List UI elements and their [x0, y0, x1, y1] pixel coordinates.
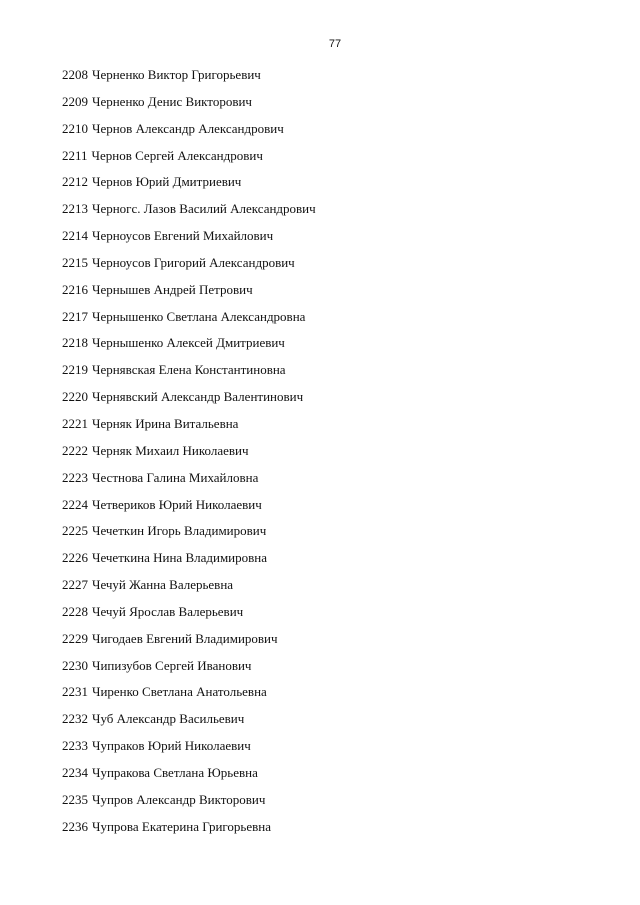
entry-number: 2222 — [62, 442, 88, 458]
entry-number: 2213 — [62, 201, 88, 217]
entry-number: 2215 — [62, 254, 88, 270]
entry-number: 2231 — [62, 684, 88, 700]
list-item — [62, 710, 316, 737]
entry-full-name: Черноусов Григорий Александрович — [92, 254, 295, 270]
entry-number: 2225 — [62, 523, 88, 539]
entry-number: 2232 — [62, 711, 88, 727]
entry-full-name: Черненко Виктор Григорьевич — [92, 67, 261, 82]
list-item — [62, 603, 316, 630]
list-item — [62, 147, 316, 174]
list-item — [62, 549, 316, 576]
entry-full-name: Черненко Денис Викторович — [92, 93, 252, 109]
entry-number: 2208 — [62, 67, 88, 82]
entry-full-name: Чернявская Елена Константиновна — [92, 362, 286, 378]
list-item — [62, 496, 316, 523]
entry-number: 2217 — [62, 308, 88, 324]
entry-full-name: Чупраков Юрий Николаевич — [92, 738, 251, 754]
list-item — [62, 764, 316, 791]
list-item — [62, 93, 316, 120]
list-item — [62, 173, 316, 200]
entry-full-name: Чернышенко Светлана Александровна — [92, 308, 306, 324]
entry-full-name: Чечеткин Игорь Владимирович — [92, 523, 267, 539]
entry-number: 2234 — [62, 764, 88, 780]
list-item — [62, 66, 316, 93]
list-item — [62, 361, 316, 388]
list-item — [62, 308, 316, 335]
entry-full-name: Черноусов Евгений Михайлович — [92, 228, 274, 244]
entry-number: 2233 — [62, 738, 88, 754]
entry-number: 2223 — [62, 469, 88, 485]
entry-full-name: Чернов Сергей Александрович — [91, 147, 263, 163]
list-item — [62, 818, 316, 845]
list-item — [62, 200, 316, 227]
entry-full-name: Чупракова Светлана Юрьевна — [92, 764, 258, 780]
entry-full-name: Черняк Ирина Витальевна — [92, 415, 239, 431]
entry-full-name: Чернявский Александр Валентинович — [92, 389, 304, 405]
name-list — [62, 66, 316, 844]
entry-full-name: Чечуй Ярослав Валерьевич — [92, 603, 244, 619]
entry-full-name: Чиренко Светлана Анатольевна — [92, 684, 267, 700]
list-item — [62, 522, 316, 549]
entry-number: 2229 — [62, 630, 88, 646]
entry-number: 2228 — [62, 603, 88, 619]
entry-full-name: Черногс. Лазов Василий Александрович — [92, 201, 316, 217]
entry-full-name: Чернов Юрий Дмитриевич — [92, 174, 242, 190]
entry-full-name: Чернов Александр Александрович — [92, 120, 284, 136]
entry-number: 2209 — [62, 93, 88, 109]
entry-full-name: Чуб Александр Васильевич — [92, 711, 245, 727]
list-item — [62, 630, 316, 657]
entry-number: 2216 — [62, 281, 88, 297]
entry-number: 2220 — [62, 389, 88, 405]
entry-number: 2219 — [62, 362, 88, 378]
entry-full-name: Чигодаев Евгений Владимирович — [92, 630, 278, 646]
entry-full-name: Черняк Михаил Николаевич — [92, 442, 249, 458]
entry-number: 2236 — [62, 818, 88, 834]
list-item — [62, 415, 316, 442]
entry-full-name: Чупров Александр Викторович — [92, 791, 266, 807]
entry-number: 2227 — [62, 577, 88, 593]
list-item — [62, 388, 316, 415]
entry-number: 2214 — [62, 228, 88, 244]
list-item — [62, 254, 316, 281]
list-item — [62, 683, 316, 710]
page-number: 77 — [328, 38, 342, 50]
entry-full-name: Четвериков Юрий Николаевич — [92, 496, 262, 512]
list-item — [62, 469, 316, 496]
list-item — [62, 442, 316, 469]
list-item — [62, 791, 316, 818]
entry-number: 2235 — [62, 791, 88, 807]
list-item — [62, 737, 316, 764]
entry-full-name: Чернышенко Алексей Дмитриевич — [92, 335, 285, 351]
entry-number: 2230 — [62, 657, 88, 673]
list-item — [62, 657, 316, 684]
list-item — [62, 576, 316, 603]
entry-full-name: Чечеткина Нина Владимировна — [92, 550, 268, 566]
entry-number: 2210 — [62, 120, 88, 136]
list-item — [62, 334, 316, 361]
entry-number: 2221 — [62, 415, 88, 431]
entry-full-name: Чечуй Жанна Валерьевна — [92, 577, 234, 593]
entry-full-name: Чипизубов Сергей Иванович — [92, 657, 252, 673]
entry-number: 2218 — [62, 335, 88, 351]
entry-number: 2211 — [62, 147, 88, 163]
list-item — [62, 120, 316, 147]
entry-full-name: Чернышев Андрей Петрович — [92, 281, 253, 297]
entry-number: 2226 — [62, 550, 88, 566]
entry-full-name: Чупрова Екатерина Григорьевна — [92, 818, 271, 834]
entry-full-name: Честнова Галина Михайловна — [92, 469, 259, 485]
entry-number: 2212 — [62, 174, 88, 190]
entry-number: 2224 — [62, 496, 88, 512]
list-item — [62, 281, 316, 308]
list-item — [62, 227, 316, 254]
